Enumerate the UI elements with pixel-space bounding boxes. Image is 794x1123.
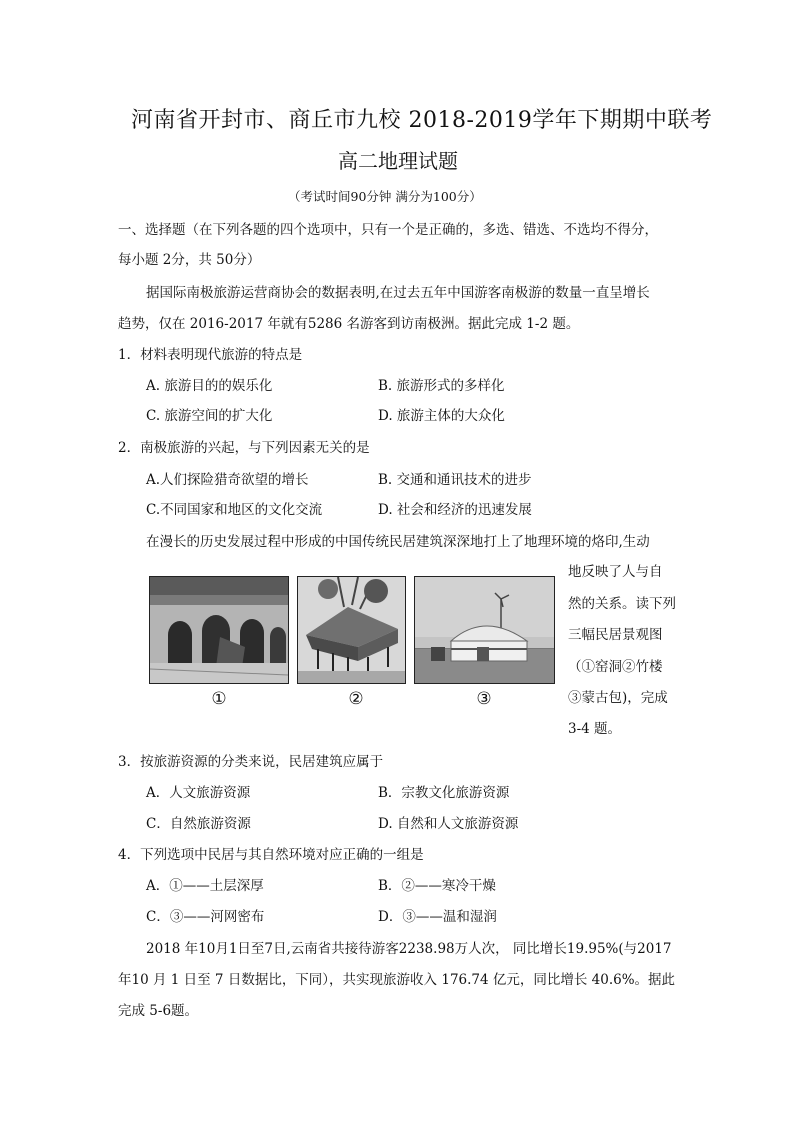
question-2-option-d: D. 社会和经济的迅速发展 [378, 502, 532, 518]
passage2-side-line2: 然的关系。读下列 [568, 596, 676, 612]
photo-bamboo-house [297, 576, 406, 684]
section-instruction-line2: 每小题 2分，共 50分） [118, 252, 261, 268]
passage1-line1: 据国际南极旅游运营商协会的数据表明,在过去五年中国游客南极游的数量一直呈增长 [146, 285, 650, 301]
figure-label-2: ② [348, 689, 364, 709]
question-1-option-c: C. 旅游空间的扩大化 [146, 408, 273, 424]
question-2-option-a: A.人们探险猎奇欲望的增长 [146, 472, 309, 488]
figure-label-3: ③ [476, 689, 492, 709]
passage2-side-line3: 三幅民居景观图 [568, 627, 663, 643]
question-1-option-d: D. 旅游主体的大众化 [378, 408, 505, 424]
photo-mongolian-yurt [414, 576, 555, 684]
figure-label-1: ① [211, 689, 227, 709]
question-4-option-b: B．②——寒冷干燥 [378, 878, 496, 894]
passage3-line1: 2018 年10月1日至7日,云南省共接待游客2238.98万人次， 同比增长19.95%(与2017 [146, 941, 672, 957]
passage2-side-line5: ③蒙古包)，完成 [568, 690, 668, 706]
question-4-option-d: D．③——温和湿润 [378, 909, 497, 925]
question-4-stem: 4．下列选项中民居与其自然环境对应正确的一组是 [118, 847, 424, 863]
question-2-option-b: B. 交通和通讯技术的进步 [378, 472, 532, 488]
passage2-side-line6: 3-4 题。 [568, 721, 622, 737]
question-3-option-d: D. 自然和人文旅游资源 [378, 816, 519, 832]
question-3-option-a: A．人文旅游资源 [146, 785, 251, 801]
passage1-line2: 趋势，仅在 2016-2017 年就有5286 名游客到访南极洲。据此完成 1-2 题。 [118, 316, 580, 332]
photo-cave-dwelling [149, 576, 289, 684]
question-3-stem: 3．按旅游资源的分类来说，民居建筑应属于 [118, 754, 384, 770]
question-1-option-a: A. 旅游目的的娱乐化 [146, 378, 273, 394]
question-4-option-c: C．③——河网密布 [146, 909, 265, 925]
passage2-line1: 在漫长的历史发展过程中形成的中国传统民居建筑深深地打上了地理环境的烙印,生动 [146, 534, 650, 550]
passage3-line3: 完成 5-6题。 [118, 1003, 199, 1019]
exam-info: （考试时间90分钟 满分为100分） [288, 189, 482, 204]
question-4-option-a: A．①——土层深厚 [146, 878, 264, 894]
question-3-option-b: B．宗教文化旅游资源 [378, 785, 510, 801]
passage2-side-line1: 地反映了人与自 [568, 564, 663, 580]
page-title: 河南省开封市、商丘市九校 2018-2019学年下期期中联考 [131, 108, 713, 133]
section-instruction-line1: 一、选择题（在下列各题的四个选项中，只有一个是正确的，多选、错选、不选均不得分， [118, 222, 658, 238]
question-1-option-b: B. 旅游形式的多样化 [378, 378, 505, 394]
page-subtitle: 高二地理试题 [338, 149, 458, 173]
passage2-side-line4: （①窑洞②竹楼 [568, 659, 663, 675]
question-3-option-c: C．自然旅游资源 [146, 816, 251, 832]
question-2-stem: 2．南极旅游的兴起，与下列因素无关的是 [118, 440, 370, 456]
question-2-option-c: C.不同国家和地区的文化交流 [146, 502, 323, 518]
passage3-line2: 年10 月 1 日至 7 日数据比，下同），共实现旅游收入 176.74 亿元，同比增长 40.6%。据此 [118, 972, 676, 988]
question-1-stem: 1．材料表明现代旅游的特点是 [118, 347, 303, 363]
